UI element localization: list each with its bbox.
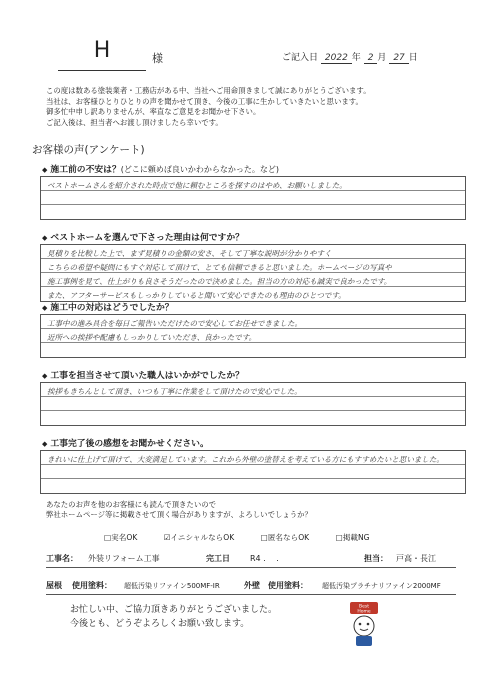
honorific: 様	[152, 52, 163, 65]
question-1: ◆ 施工前の不安は？(どこに頼めば良いかわからなかった。など)	[42, 165, 280, 175]
paint-info-row	[46, 580, 456, 595]
work-name: 外装リフォーム工事	[88, 554, 160, 563]
answer-3-line: 工事中の進み具合を毎日ご報告いただけたので安心してお任せできました。	[47, 319, 302, 328]
roof-paint: 超低汚染リファイン500MF-IR	[124, 582, 220, 590]
customer-name-field	[58, 36, 146, 71]
work-label: 工事名：	[46, 554, 78, 563]
roof-used-label: 使用塗料：	[72, 581, 112, 590]
thanks-message	[70, 603, 277, 631]
option-no-publish[interactable]: □掲載NG	[335, 533, 370, 542]
answer-2-line: また、アフターサービスもしっかりしていると聞いて安心できたのも理由のひとつです。	[47, 291, 346, 300]
date-day: 27	[389, 53, 408, 64]
entry-date	[282, 50, 418, 64]
best-home-logo	[344, 600, 384, 648]
intro-line: ご記入後は、担当者へお渡し頂けましたら幸いです。	[46, 117, 223, 127]
option-initial[interactable]: ☑イニシャルならOK	[163, 533, 235, 542]
permission-line: 弊社ホームページ等に掲載させて頂く場合がありますが、よろしいでしょうか？	[46, 510, 312, 519]
answer-2-line: 見積りを比較した上で、まず見積りの金額の安さ、そして丁寧な説明が分かりやすく	[47, 249, 332, 258]
wall-label: 外壁	[244, 581, 260, 590]
intro-line: 御多忙中申し訳ありませんが、率直なご意見をお聞かせ下さい。	[46, 107, 261, 116]
date-prefix: ご記入日	[282, 53, 319, 63]
intro-line: この度は数ある塗装業者・工務店がある中、当社へご用命頂きまして誠にありがとうございます。	[46, 86, 371, 95]
answer-box-4	[40, 382, 466, 426]
option-real-name[interactable]: □実名OK	[104, 533, 138, 542]
intro-line: 当社は、お客様ひとりひとりの声を聞かせて頂き、今後の工事に生かしていきたいと思います。	[46, 96, 363, 106]
answer-4-line: 挨拶もきちんとして頂き、いつも丁寧に作業をして頂けたので安心でした。	[47, 387, 302, 396]
question-5: ◆ 工事完了後の感想をお聞かせください。	[42, 439, 209, 449]
diamond-icon: ◆	[42, 304, 48, 312]
answer-3-line: 近所への挨拶や配慮もしっかりしていただき、良かったです。	[47, 333, 257, 342]
option-anonymous[interactable]: □匿名ならOK	[260, 533, 310, 542]
roof-label: 屋根	[46, 581, 62, 590]
thanks-line: お忙しい中、ご協力頂きありがとうございました。	[70, 605, 278, 615]
answer-box-3	[40, 314, 466, 358]
publish-options	[104, 532, 394, 543]
logo-text-home: Home	[357, 609, 371, 615]
completion-label: 完工日	[206, 554, 230, 563]
wall-used-label: 使用塗料：	[268, 581, 308, 590]
wall-paint: 超低汚染プラチナリファイン2000MF	[322, 582, 441, 590]
answer-box-1	[40, 176, 466, 220]
date-month: 2	[364, 53, 378, 64]
date-year: 2022	[321, 53, 352, 64]
permission-line: あなたのお声を他のお客様にも読んで頂きたいので	[46, 500, 216, 509]
diamond-icon: ◆	[42, 166, 48, 174]
diamond-icon: ◆	[42, 440, 48, 448]
customer-name: H	[93, 38, 111, 63]
staff-name: 戸高・長江	[396, 554, 436, 563]
question-2: ◆ ベストホームを選んで下さった理由は何ですか？	[42, 233, 244, 243]
logo-text-best: Best	[359, 604, 369, 610]
answer-2-line: こちらの希望や疑問にもすぐ対応して頂けて、とても信頼できると思いました。ホームページの写真や	[47, 263, 392, 272]
intro-text	[46, 86, 456, 128]
work-info-row	[46, 553, 456, 568]
diamond-icon: ◆	[42, 372, 48, 380]
permission-text	[46, 500, 466, 520]
staff-label: 担当：	[364, 554, 388, 563]
thanks-line: 今後とも、どうぞよろしくお願い致します。	[70, 619, 250, 629]
month-label: 月	[377, 53, 387, 63]
survey-title: お客様の声(アンケート)	[32, 144, 145, 156]
year-label: 年	[351, 53, 361, 63]
answer-2-line: 施工事例を見て、仕上がりも良さそうだったので決めました。担当の方の対応も誠実で良かったです。	[47, 277, 392, 286]
question-3: ◆ 施工中の対応はどうでしたか？	[42, 303, 174, 313]
question-4: ◆ 工事を担当させて頂いた職人はいかがでしたか？	[42, 371, 244, 381]
answer-box-2	[40, 244, 466, 302]
answer-5-line: きれいに仕上げて頂けて、大変満足しています。これから外壁の塗替えを考えている方にもすすめたいと思いました。	[47, 455, 444, 464]
answer-1-line: ベストホームさんを紹介された時点で他に頼むところを探すのはやめ、お願いしました。	[47, 181, 347, 190]
answer-box-5	[40, 450, 466, 494]
completion-date: R4 . .	[250, 554, 279, 563]
day-label: 日	[408, 53, 418, 63]
diamond-icon: ◆	[42, 234, 48, 242]
